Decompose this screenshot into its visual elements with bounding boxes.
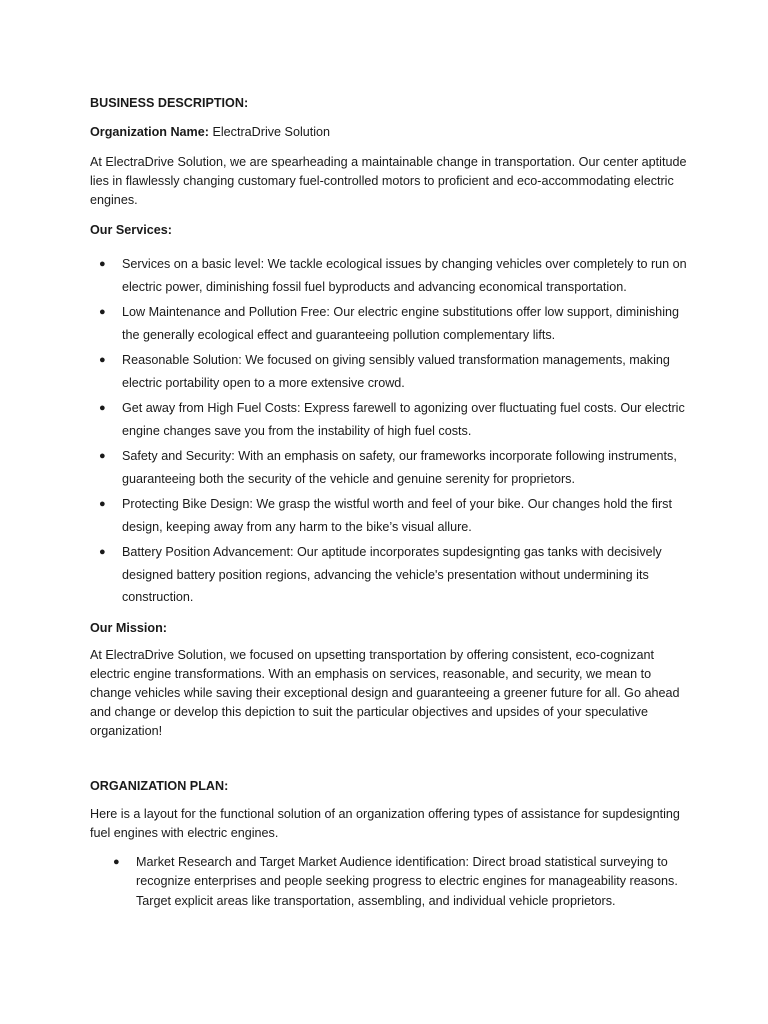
organization-name-label: Organization Name: [90,125,209,139]
mission-paragraph: At ElectraDrive Solution, we focused on upsetting transportation by offering consistent, eco-cognizant electric engine transformations. With an emphasis on services, reasonable, and security, we mean to change vehicles while saving their exceptional design and guaranteeing a greener future for all. Go ahead and change or develop this depiction to suit the particular objectives and upsides of your speculative organization! [90,647,680,738]
services-list [90,253,690,609]
organization-plan-heading: ORGANIZATION PLAN: [90,778,229,793]
organization-name-value: ElectraDrive Solution [212,125,331,139]
bullet-icon: ● [99,354,106,366]
organization-name-line [90,123,690,142]
service-item-text: Safety and Security: With an emphasis on safety, our frameworks incorporate following instruments, guaranteeing both the security of the vehicle and genuine serenity for proprietors. [122,449,677,486]
service-item-text: Reasonable Solution: We focused on giving sensibly valued transformation managements, making electric portability open to a more extensive crowd. [122,353,670,390]
list-item [90,541,690,609]
service-item-text: Services on a basic level: We tackle ecological issues by changing vehicles over completely to run on electric power, diminishing fossil fuel byproducts and advancing economical transportation. [122,257,687,294]
list-item [90,853,690,912]
plan-list [90,853,690,912]
list-item [90,253,690,298]
our-mission-heading: Our Mission: [90,620,167,635]
list-item [90,301,690,346]
list-item [90,397,690,442]
list-item [90,493,690,538]
bullet-icon: ● [99,258,106,270]
bullet-icon: ● [99,402,106,414]
service-item-text: Get away from High Fuel Costs: Express farewell to agonizing over fluctuating fuel costs. Our electric engine changes save you from the instability of high fuel costs. [122,401,685,438]
bullet-icon: ● [99,306,106,318]
bullet-icon: ● [99,450,106,462]
list-item [90,445,690,490]
plan-intro-paragraph: Here is a layout for the functional solution of an organization offering types of assistance for supdesignting fuel engines with electric engines. [90,806,680,840]
service-item-text: Battery Position Advancement: Our aptitude incorporates supdesignting gas tanks with decisively designed battery position regions, advancing the vehicle's presentation without undermining its construction. [122,545,662,604]
bullet-icon: ● [99,546,106,558]
business-description-heading: BUSINESS DESCRIPTION: [90,96,249,110]
document-page [90,94,690,911]
bullet-icon: ● [113,855,120,868]
service-item-text: Protecting Bike Design: We grasp the wistful worth and feel of your bike. Our changes hold the first design, keeping away from any harm to the bike’s visual allure. [122,497,672,534]
business-intro-paragraph: At ElectraDrive Solution, we are spearheading a maintainable change in transportation. Our center aptitude lies in flawlessly changing customary fuel-controlled motors to proficient and eco-accommodating electric engines. [90,155,687,207]
list-item [90,349,690,394]
bullet-icon: ● [99,498,106,510]
service-item-text: Low Maintenance and Pollution Free: Our electric engine substitutions offer low support, diminishing the generally ecological effect and guaranteeing pollution complementary lifts. [122,305,679,342]
plan-item-text: Market Research and Target Market Audience identification: Direct broad statistical surveying to recognize enterprises and people seeking progress to electric engines for manageability reasons. Target explicit areas like transportation, assembling, and individual vehicle proprietors. [136,854,678,908]
our-services-heading: Our Services: [90,223,172,237]
